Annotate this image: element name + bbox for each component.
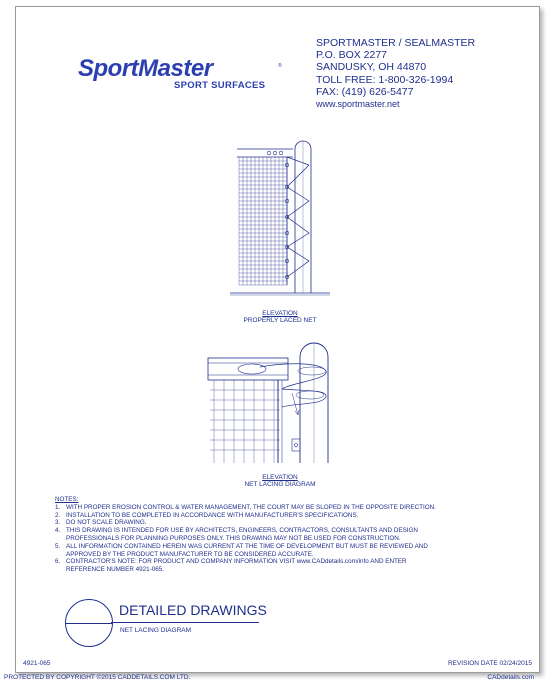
note-item: 1. WITH PROPER EROSION CONTROL & WATER MANAGEMENT, THE COURT MAY BE SLOPED IN THE OPPOSITE DIRECTION. bbox=[55, 503, 436, 511]
toll-free: TOLL FREE: 1-800-326-1994 bbox=[316, 73, 454, 86]
drawing2-view-label: ELEVATION bbox=[262, 474, 298, 481]
notes-heading: NOTES: bbox=[55, 496, 79, 503]
note-item-continued: PROFESSIONALS FOR PLANNING PURPOSES ONLY. THIS DRAWING MAY NOT BE USED FOR CONSTRUCTION. bbox=[66, 534, 401, 542]
title-bubble bbox=[65, 599, 113, 647]
drawing1-caption bbox=[230, 310, 330, 324]
city-line: SANDUSKY, OH 44870 bbox=[316, 61, 427, 74]
title-bubble-divider bbox=[66, 623, 112, 624]
note-item: 6. CONTRACTOR'S NOTE: FOR PRODUCT AND COMPANY INFORMATION VISIT www.CADdetails.com/info AND ENTER bbox=[55, 558, 407, 566]
caddetails-link[interactable]: CADdetails.com bbox=[487, 674, 534, 681]
fax: FAX: (419) 626-5477 bbox=[316, 85, 414, 98]
note-item: 5. ALL INFORMATION CONTAINED HEREIN WAS CURRENT AT THE TIME OF DEVELOPMENT BUT MUST BE REVIEWED AND bbox=[55, 542, 428, 550]
logo-tagline: SPORT SURFACES bbox=[174, 80, 266, 91]
revision-date: REVISION DATE 02/24/2015 bbox=[447, 660, 532, 667]
title-underline bbox=[111, 622, 259, 623]
contact-block bbox=[316, 37, 475, 110]
drawing2-label: NET LACING DIAGRAM bbox=[244, 481, 316, 488]
note-item-continued: REFERENCE NUMBER 4921-065. bbox=[66, 566, 164, 574]
properly-laced-net-drawing bbox=[225, 135, 335, 300]
logo-brand: SportMaster bbox=[78, 55, 213, 82]
note-item: 2. INSTALLATION TO BE COMPLETED IN ACCORDANCE WITH MANUFACTURER'S SPECIFICATIONS. bbox=[55, 511, 359, 519]
note-item: 3. DO NOT SCALE DRAWING. bbox=[55, 519, 147, 527]
website-link[interactable]: www.sportmaster.net bbox=[316, 99, 400, 110]
logo-registered-mark: ® bbox=[278, 63, 282, 69]
sportmaster-logo bbox=[78, 55, 288, 95]
drawing1-label: PROPERLY LACED NET bbox=[243, 317, 317, 324]
po-box: P.O. BOX 2277 bbox=[316, 49, 388, 62]
notes-block bbox=[55, 496, 495, 574]
copyright-notice: PROTECTED BY COPYRIGHT ©2015 CADDETAILS.COM LTD. bbox=[4, 674, 191, 681]
note-item: 4. THIS DRAWING IS INTENDED FOR USE BY ARCHITECTS, ENGINEERS, CONTRACTORS, CONSULTANTS AND DESIGN bbox=[55, 527, 418, 535]
note-item-continued: APPROVED BY THE PRODUCT MANUFACTURER TO BE CONSIDERED ACCURATE. bbox=[66, 550, 314, 558]
title-main: DETAILED DRAWINGS bbox=[119, 602, 267, 618]
title-subtitle: NET LACING DIAGRAM bbox=[120, 627, 192, 634]
reference-number: 4921-065 bbox=[23, 660, 51, 667]
drawing2-caption bbox=[225, 474, 335, 488]
drawing1-view-label: ELEVATION bbox=[262, 310, 298, 317]
net-lacing-diagram-drawing bbox=[200, 335, 350, 465]
company-name: SPORTMASTER / SEALMASTER bbox=[316, 37, 476, 49]
